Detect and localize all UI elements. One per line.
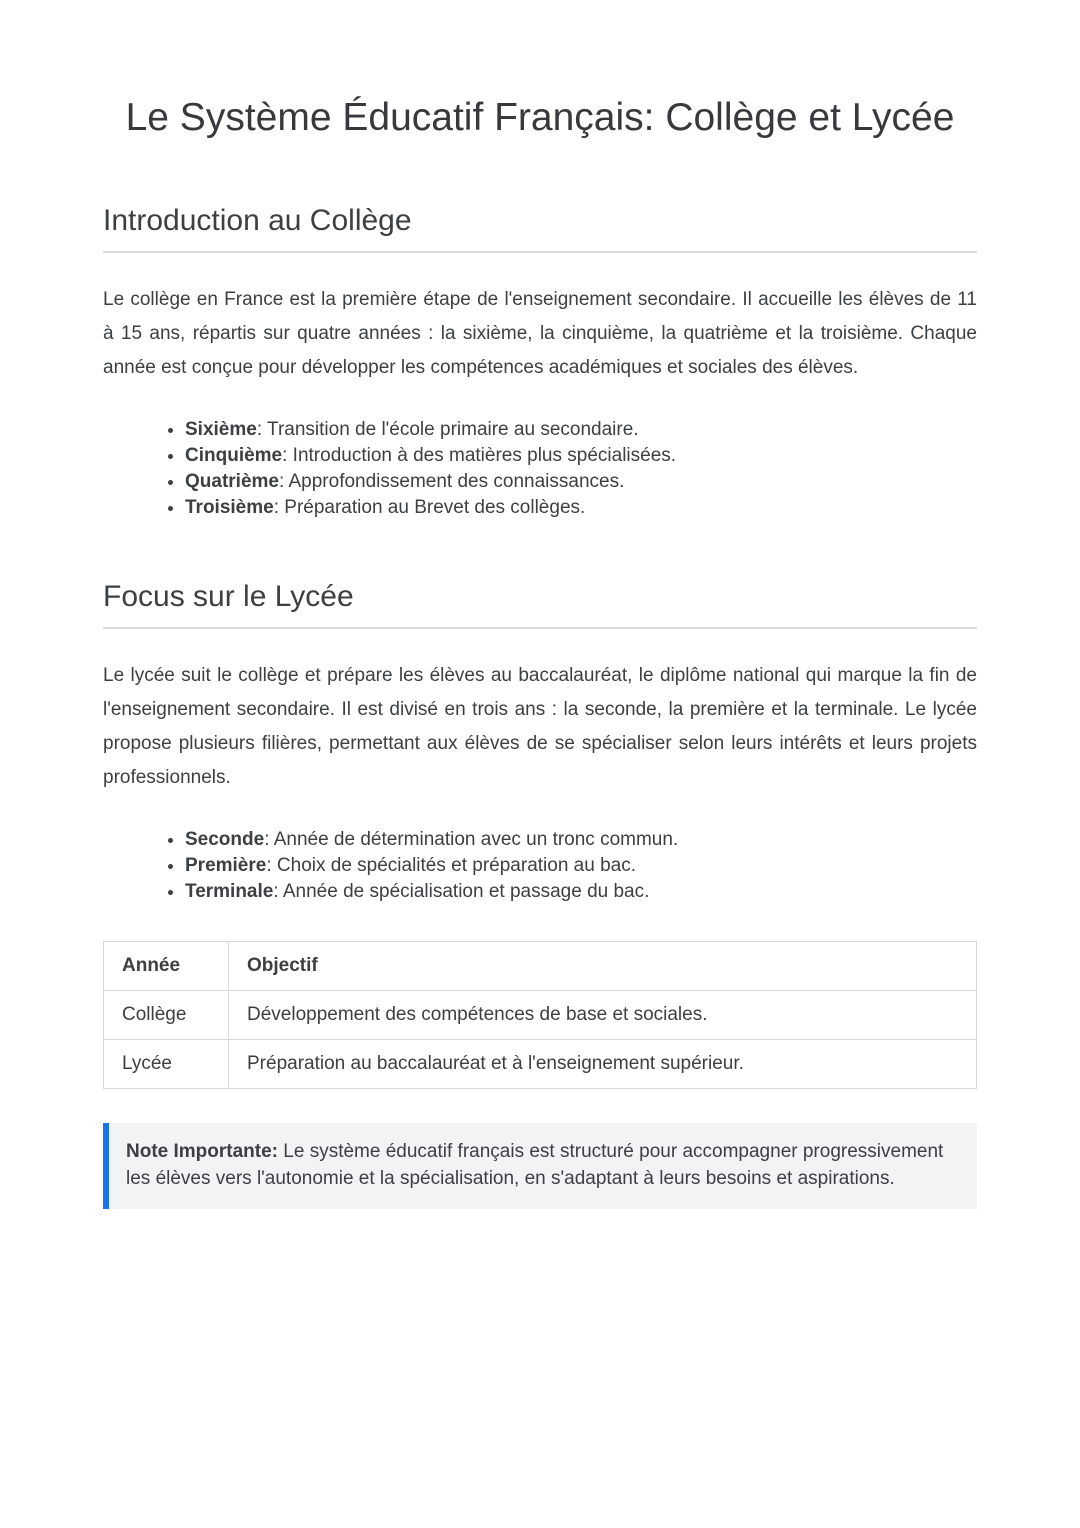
bullet-term: Seconde [185,828,265,850]
list-item-sixieme [185,417,977,443]
bullet-desc: : Préparation au Brevet des collèges. [273,496,586,518]
list-item-premiere [185,853,977,879]
bullet-term: Troisième [185,496,274,518]
table-header-objectif: Objectif [229,941,977,990]
table-cell-annee: Lycée [104,1039,229,1088]
table-header-row [104,941,977,990]
table-cell-annee: Collège [104,990,229,1039]
list-item-terminale [185,879,977,905]
section-focus-lycee [103,579,977,905]
note-callout [103,1123,977,1209]
note-label: Note Importante: [126,1140,278,1162]
document-title: Le Système Éducatif Français: Collège et Lycée [125,96,955,139]
section-heading-lycee: Focus sur le Lycée [103,579,977,629]
list-item-troisieme [185,495,977,521]
list-item-quatrieme [185,469,977,495]
bullet-term: Sixième [185,418,257,440]
bullet-list-lycee [103,827,977,905]
paragraph-lycee: Le lycée suit le collège et prépare les élèves au baccalauréat, le diplôme national qui marque la fin de l'enseignement secondaire. Il est divisé en trois ans : la seconde, la première et la terminale. Le lycée propose plusieurs filières, permettant aux élèves de se spécialiser selon leurs intérêts et leurs projets professionnels. [103,664,977,788]
bullet-desc: : Année de détermination avec un tronc commun. [264,828,679,850]
note-text: Le système éducatif français est structuré pour accompagner progressivement les élèves vers l'autonomie et la spécialisation, en s'adaptant à leurs besoins et aspirations. [126,1140,944,1189]
section-heading-college: Introduction au Collège [103,203,977,253]
bullet-list-college [103,417,977,521]
bullet-term: Première [185,854,267,876]
bullet-term: Terminale [185,880,274,902]
bullet-desc: : Choix de spécialités et préparation au bac. [266,854,637,876]
summary-table [103,941,977,1089]
paragraph-college: Le collège en France est la première étape de l'enseignement secondaire. Il accueille les élèves de 11 à 15 ans, répartis sur quatre années : la sixième, la cinquième, la quatrième et la troisième. Chaque année est conçue pour développer les compétences académiques et sociales des élèves. [103,288,977,378]
list-item-seconde [185,827,977,853]
bullet-desc: : Transition de l'école primaire au secondaire. [256,418,639,440]
table-row-college [104,990,977,1039]
bullet-desc: : Approfondissement des connaissances. [278,470,625,492]
bullet-desc: : Année de spécialisation et passage du bac. [273,880,650,902]
bullet-term: Cinquième [185,444,283,466]
section-introduction-college [103,203,977,521]
table-cell-objectif: Préparation au baccalauréat et à l'enseignement supérieur. [229,1039,977,1088]
table-row-lycee [104,1039,977,1088]
list-item-cinquieme [185,443,977,469]
table-cell-objectif: Développement des compétences de base et sociales. [229,990,977,1039]
table-header-annee: Année [104,941,229,990]
bullet-desc: : Introduction à des matières plus spécialisées. [282,444,677,466]
bullet-term: Quatrième [185,470,279,492]
